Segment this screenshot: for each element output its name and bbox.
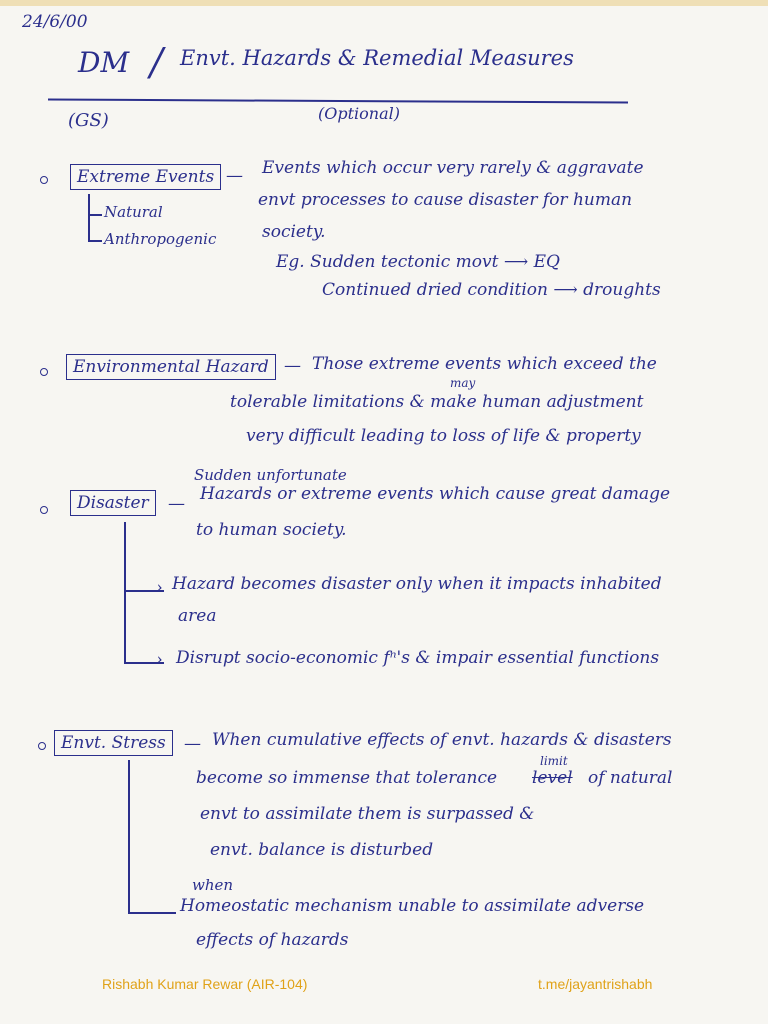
gs-label: (GS)	[68, 110, 109, 131]
date: 24/6/00	[22, 12, 88, 32]
dash: —	[284, 356, 301, 376]
stress-insert-when: when	[192, 876, 234, 894]
stress-struck-word: level	[532, 768, 573, 788]
extreme-def-line3: society.	[262, 222, 326, 242]
hazard-def-line2: tolerable limitations & make human adjustment	[230, 392, 644, 412]
title-underline	[48, 98, 628, 103]
stress-insert-limit: limit	[540, 754, 568, 768]
bullet-icon	[40, 176, 48, 184]
disaster-point1-line1: Hazard becomes disaster only when it impacts inhabited	[172, 574, 662, 594]
term-environmental-hazard: Environmental Hazard	[66, 354, 276, 380]
footer-link[interactable]: t.me/jayantrishabh	[538, 976, 653, 992]
hazard-def-line3: very difficult leading to loss of life & property	[246, 426, 641, 446]
tree-line	[124, 522, 126, 662]
extreme-example2: Continued dried condition ⟶ droughts	[322, 280, 661, 300]
tree-branch	[128, 912, 176, 914]
stress-branch-line1: Homeostatic mechanism unable to assimilate adverse	[180, 896, 645, 916]
stress-def-line4: envt. balance is disturbed	[210, 840, 434, 860]
bullet-icon	[38, 742, 46, 750]
tree-branch	[88, 214, 102, 216]
dash: —	[184, 734, 201, 754]
page-title: Envt. Hazards & Remedial Measures	[180, 46, 574, 70]
term-extreme-events: Extreme Events	[70, 164, 221, 190]
disaster-def-line2: to human society.	[196, 520, 347, 540]
title-dm: DM	[78, 46, 130, 79]
branch-anthropogenic: Anthropogenic	[104, 230, 217, 248]
arrow-icon: ›	[156, 650, 163, 670]
hazard-def-line1: Those extreme events which exceed the	[312, 354, 657, 374]
disaster-def-line1: Hazards or extreme events which cause great damage	[200, 484, 671, 504]
bullet-icon	[40, 506, 48, 514]
bullet-icon	[40, 368, 48, 376]
stress-def-line1: When cumulative effects of envt. hazards & disasters	[212, 730, 672, 750]
disaster-point1-line2: area	[178, 606, 217, 626]
tree-line	[128, 760, 130, 912]
dash: —	[226, 166, 243, 186]
hazard-insert-may: may	[450, 376, 476, 390]
extreme-def-line2: envt processes to cause disaster for human	[258, 190, 633, 210]
title-slash: /	[150, 40, 163, 84]
branch-natural: Natural	[104, 203, 163, 221]
optional-label: (Optional)	[318, 104, 400, 123]
footer-author: Rishabh Kumar Rewar (AIR-104)	[102, 976, 308, 992]
page-top-edge	[0, 0, 768, 6]
tree-line	[88, 194, 90, 240]
dash: —	[168, 494, 185, 514]
extreme-example: Eg. Sudden tectonic movt ⟶ EQ	[276, 252, 560, 272]
stress-def-line2b: of natural	[588, 768, 673, 788]
term-disaster: Disaster	[70, 490, 156, 516]
tree-branch	[88, 240, 102, 242]
stress-def-line3: envt to assimilate them is surpassed &	[200, 804, 535, 824]
disaster-above-note: Sudden unfortunate	[194, 466, 347, 484]
disaster-point2: Disrupt socio-economic fⁿ's & impair essential functions	[176, 648, 660, 668]
extreme-def-line1: Events which occur very rarely & aggravate	[262, 158, 644, 178]
term-envt-stress: Envt. Stress	[54, 730, 173, 756]
stress-branch-line2: effects of hazards	[196, 930, 349, 950]
arrow-icon: ›	[156, 578, 163, 598]
stress-def-line2a: become so immense that tolerance	[196, 768, 498, 788]
